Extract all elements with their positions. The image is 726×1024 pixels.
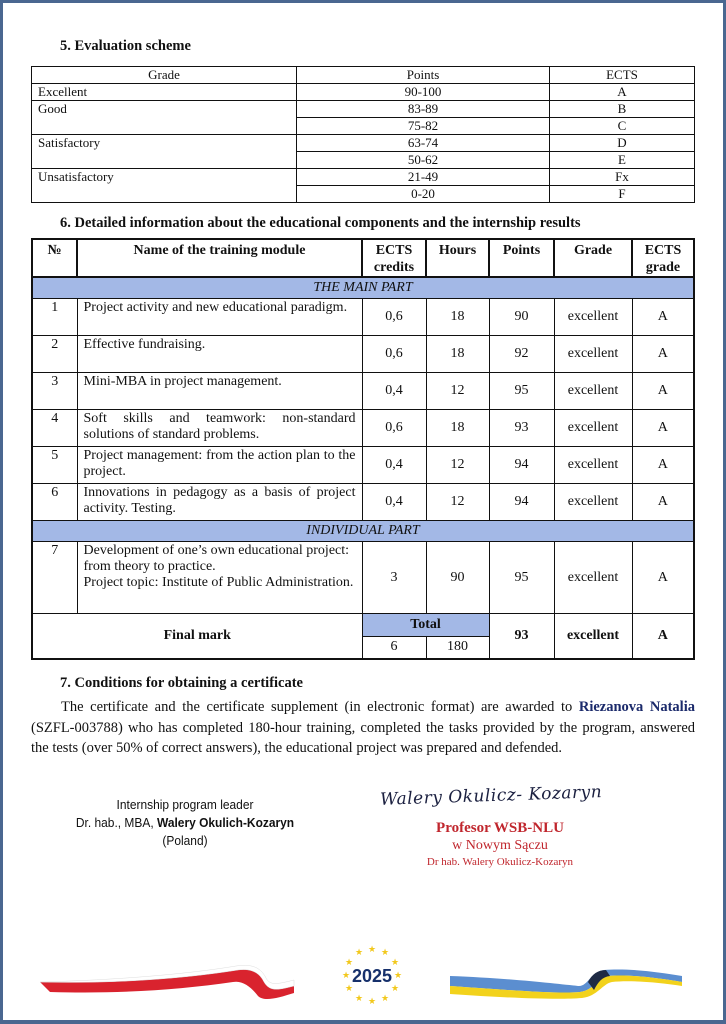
total-hours: 180 — [426, 637, 489, 659]
svg-text:★: ★ — [354, 948, 364, 958]
total-label: Total — [362, 614, 489, 637]
ects-grade: A — [632, 410, 694, 447]
svg-text:★: ★ — [344, 958, 354, 968]
ects-grade: A — [632, 299, 694, 336]
points-cell: 0-20 — [297, 186, 550, 203]
points-cell: 21-49 — [297, 169, 550, 186]
polish-flag-ribbon-icon — [38, 960, 296, 1010]
points-cell: 63-74 — [297, 135, 550, 152]
ects-credits: 0,6 — [362, 299, 426, 336]
svg-text:★: ★ — [380, 994, 390, 1004]
ects-cell: C — [550, 118, 695, 135]
ects-grade: A — [632, 373, 694, 410]
points: 90 — [489, 299, 554, 336]
leader-title-line — [42, 814, 327, 832]
grade-cell: Satisfactory — [32, 135, 297, 169]
section-band-individual — [32, 521, 694, 542]
points-cell: 90-100 — [297, 84, 550, 101]
grade: excellent — [554, 484, 632, 521]
table-header-row — [32, 239, 694, 277]
leader-name: Walery Okulich-Kozaryn — [156, 815, 295, 830]
leader-country: (Poland) — [162, 833, 208, 848]
column-header: Points — [297, 67, 550, 84]
column-header-number: № — [32, 239, 77, 277]
stamp-name: Dr hab. Walery Okulicz-Kozaryn — [426, 856, 574, 868]
table-row — [32, 135, 695, 152]
points: 95 — [489, 542, 554, 614]
module-name: Mini-MBA in project management. — [77, 373, 362, 410]
final-mark-row — [32, 614, 694, 637]
section-5-heading: 5. Evaluation scheme — [60, 38, 191, 54]
grade: excellent — [554, 336, 632, 373]
grade-cell: Excellent — [32, 84, 297, 101]
hours: 18 — [426, 299, 489, 336]
hours: 18 — [426, 336, 489, 373]
eu-2025-logo — [334, 940, 410, 1016]
ects-cell: F — [550, 186, 695, 203]
total-ects: 6 — [362, 637, 426, 659]
hours: 90 — [426, 542, 489, 614]
svg-text:★: ★ — [367, 945, 377, 955]
points-cell: 50-62 — [297, 152, 550, 169]
ects-grade: A — [632, 542, 694, 614]
section-7-heading: 7. Conditions for obtaining a certificate — [60, 675, 303, 691]
hours: 12 — [426, 447, 489, 484]
conditions-paragraph — [31, 697, 695, 759]
section-band-main — [32, 277, 694, 299]
row-number: 7 — [32, 542, 77, 614]
table-row — [32, 542, 694, 614]
points: 95 — [489, 373, 554, 410]
recipient-name: Riezanova Natalia — [578, 699, 695, 715]
svg-text:★: ★ — [390, 958, 400, 968]
module-name: Project activity and new educational paradigm. — [77, 299, 362, 336]
ects-cell: Fx — [550, 169, 695, 186]
leader-role: Internship program leader — [116, 797, 254, 812]
module-name: Soft skills and teamwork: non-standard solutions of standard problems. — [77, 410, 362, 447]
column-header-grade: Grade — [554, 239, 632, 277]
hours: 12 — [426, 484, 489, 521]
evaluation-scheme-table — [31, 66, 695, 203]
final-mark-label: Final mark — [32, 614, 362, 659]
educational-components-table — [31, 238, 695, 660]
column-header-ects-credits: ECTS credits — [362, 239, 426, 277]
ects-credits: 0,6 — [362, 336, 426, 373]
ects-credits: 0,4 — [362, 447, 426, 484]
grade-cell: Good — [32, 101, 297, 135]
grade: excellent — [554, 447, 632, 484]
project-topic-line: Project topic: Institute of Public Administration. — [83, 575, 354, 590]
ects-credits: 0,6 — [362, 410, 426, 447]
svg-text:★: ★ — [354, 994, 364, 1004]
grade: excellent — [554, 410, 632, 447]
ects-credits: 3 — [362, 542, 426, 614]
grade-cell: Unsatisfactory — [32, 169, 297, 203]
column-header-name: Name of the training module — [77, 239, 362, 277]
row-number: 6 — [32, 484, 77, 521]
points: 93 — [489, 410, 554, 447]
ects-grade: A — [632, 336, 694, 373]
row-number: 1 — [32, 299, 77, 336]
svg-text:★: ★ — [380, 948, 390, 958]
year-label: 2025 — [351, 966, 393, 986]
section-6-heading: 6. Detailed information about the educational components and the internship results — [60, 215, 581, 231]
program-leader-block — [42, 796, 327, 850]
row-number: 5 — [32, 447, 77, 484]
table-header-row — [32, 67, 695, 84]
leader-degree: Dr. hab., MBA, — [75, 815, 157, 830]
table-row — [32, 169, 695, 186]
ects-cell: E — [550, 152, 695, 169]
svg-text:★: ★ — [390, 984, 400, 994]
module-name: Effective fundraising. — [77, 336, 362, 373]
table-row — [32, 101, 695, 118]
ects-grade: A — [632, 484, 694, 521]
hours: 18 — [426, 410, 489, 447]
row-number: 2 — [32, 336, 77, 373]
table-row — [32, 336, 694, 373]
ects-cell: B — [550, 101, 695, 118]
points: 94 — [489, 447, 554, 484]
table-row — [32, 410, 694, 447]
final-grade: excellent — [554, 614, 632, 659]
module-name: Innovations in pedagogy as a basis of project activity. Testing. — [77, 484, 362, 521]
individual-part-label: INDIVIDUAL PART — [32, 521, 694, 542]
row-number: 3 — [32, 373, 77, 410]
main-part-label: THE MAIN PART — [32, 277, 694, 299]
table-row — [32, 373, 694, 410]
conditions-text-start: The certificate and the certificate supplement (in electronic format) are awarded to — [61, 699, 579, 715]
points: 94 — [489, 484, 554, 521]
stamp-title: Profesor WSB-NLU — [436, 820, 564, 836]
official-stamp — [380, 820, 620, 870]
grade: excellent — [554, 299, 632, 336]
points-cell: 83-89 — [297, 101, 550, 118]
column-header: Grade — [32, 67, 297, 84]
column-header: ECTS — [550, 67, 695, 84]
column-header-points: Points — [489, 239, 554, 277]
points: 92 — [489, 336, 554, 373]
stamp-city: w Nowym Sączu — [452, 838, 548, 853]
ects-credits: 0,4 — [362, 484, 426, 521]
ects-grade: A — [632, 447, 694, 484]
handwritten-signature: Walery Okulicz- Kozaryn — [379, 782, 603, 810]
svg-text:★: ★ — [341, 971, 351, 981]
final-ects-grade: A — [632, 614, 694, 659]
hours: 12 — [426, 373, 489, 410]
points-cell: 75-82 — [297, 118, 550, 135]
grade: excellent — [554, 542, 632, 614]
ects-credits: 0,4 — [362, 373, 426, 410]
table-row — [32, 84, 695, 101]
conditions-text-end: (SZFL-003788) who has completed 180-hour training, completed the tasks provided by the program, answered the tests (over 50% of correct answers), the educational project was prepared and defended. — [31, 719, 695, 756]
svg-text:★: ★ — [344, 984, 354, 994]
ects-cell: D — [550, 135, 695, 152]
ukrainian-flag-ribbon-icon — [448, 960, 688, 1006]
column-header-ects-grade: ECTS grade — [632, 239, 694, 277]
ects-cell: A — [550, 84, 695, 101]
row-number: 4 — [32, 410, 77, 447]
table-row — [32, 447, 694, 484]
module-name: Project management: from the action plan to the project. — [77, 447, 362, 484]
table-row — [32, 484, 694, 521]
svg-text:★: ★ — [367, 997, 377, 1007]
table-row — [32, 299, 694, 336]
column-header-hours: Hours — [426, 239, 489, 277]
final-points: 93 — [489, 614, 554, 659]
module-name-line: Development of one’s own educational project: from theory to practice. — [83, 543, 350, 574]
grade: excellent — [554, 373, 632, 410]
module-name — [77, 542, 362, 614]
svg-text:★: ★ — [393, 971, 403, 981]
